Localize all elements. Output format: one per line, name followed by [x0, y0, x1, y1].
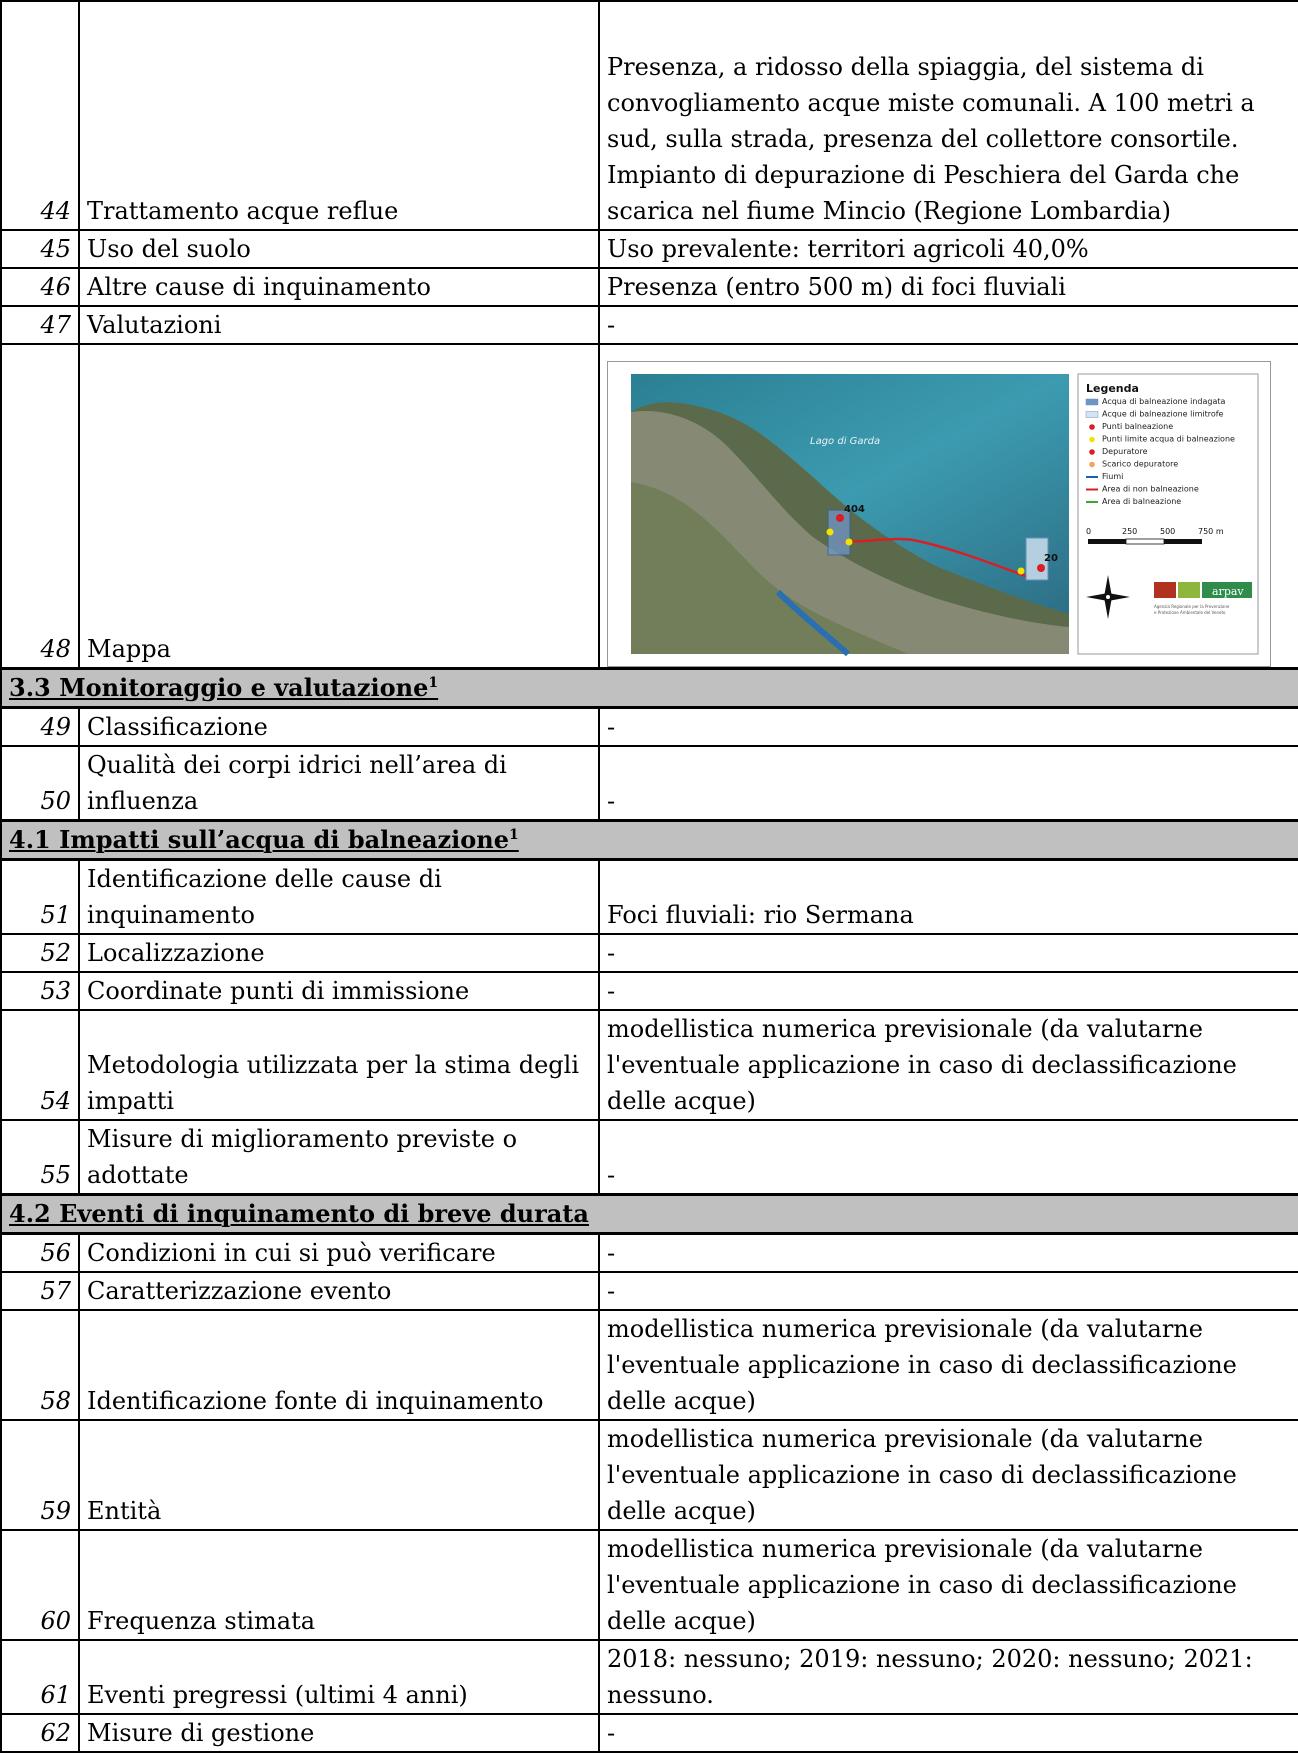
section-title [1, 820, 1298, 859]
row-label: Uso del suolo [79, 230, 599, 268]
table-row [1, 1233, 1298, 1272]
legend-swatch-dot-red-icon [1089, 424, 1095, 430]
section-title-text: 4.2 Eventi di inquinamento di breve durata [9, 1198, 589, 1228]
legend-item-label: Acque di balneazione limitrofe [1102, 409, 1224, 418]
row-label: Frequenza stimata [79, 1530, 599, 1640]
scale-label: 500 [1160, 526, 1176, 536]
map-cell [599, 344, 1298, 668]
lake-label: Lago di Garda [810, 435, 881, 447]
legend-item-label: Punti limite acqua di balneazione [1102, 434, 1235, 443]
row-value: - [599, 972, 1298, 1010]
scale-label: 750 m [1198, 526, 1224, 536]
row-label: Metodologia utilizzata per la stima degli impatti [79, 1010, 599, 1120]
section-header [1, 668, 1298, 707]
row-label: Qualità dei corpi idrici nell’area di influenza [79, 746, 599, 821]
table-row [1, 1120, 1298, 1195]
scale-label: 250 [1122, 526, 1138, 536]
limit-point [1018, 567, 1025, 574]
row-number: 53 [1, 972, 79, 1010]
row-label: Identificazione delle cause di inquinamento [79, 859, 599, 934]
row-number: 47 [1, 306, 79, 344]
row-label: Misure di gestione [79, 1714, 599, 1752]
row-number: 49 [1, 707, 79, 746]
row-value: Foci fluviali: rio Sermana [599, 859, 1298, 934]
row-label: Entità [79, 1420, 599, 1530]
footnote-marker: 1 [428, 674, 439, 691]
legend-item-label: Punti balneazione [1102, 421, 1174, 431]
row-number: 50 [1, 746, 79, 821]
section-header [1, 1194, 1298, 1233]
row-value: - [599, 707, 1298, 746]
table-row [1, 972, 1298, 1010]
legend-item-label: Depuratore [1102, 446, 1148, 456]
legend-item-label: Scarico depuratore [1102, 459, 1179, 468]
row-label: Localizzazione [79, 934, 599, 972]
table-row [1, 1310, 1298, 1420]
legend-swatch-dot-yellow-icon [1089, 436, 1095, 442]
row-label: Mappa [79, 344, 599, 668]
row-value: - [599, 1120, 1298, 1195]
table-row [1, 306, 1298, 344]
row-number: 57 [1, 1272, 79, 1310]
row-value: 2018: nessuno; 2019: nessuno; 2020: nessuno; 2021: nessuno. [599, 1640, 1298, 1714]
row-value: - [599, 746, 1298, 821]
legend-swatch-rect-lightblue-icon [1086, 411, 1098, 417]
footnote-marker: 1 [509, 826, 519, 843]
row-label: Misure di miglioramento previste o adottate [79, 1120, 599, 1195]
table-row [1, 1714, 1298, 1752]
table-row [1, 1272, 1298, 1310]
table-row [1, 268, 1298, 306]
row-label: Classificazione [79, 707, 599, 746]
row-label: Identificazione fonte di inquinamento [79, 1310, 599, 1420]
logo-caption: Agenzia Regionale per la Prevenzione [1154, 603, 1230, 609]
row-number: 56 [1, 1233, 79, 1272]
legend-item-label: Acqua di balneazione indagata [1102, 396, 1226, 406]
table-row [1, 707, 1298, 746]
map-image [607, 361, 1271, 667]
row-number: 51 [1, 859, 79, 934]
map-figure [608, 362, 1270, 666]
scale-label: 0 [1086, 526, 1092, 536]
section-title [1, 1194, 1298, 1233]
row-number: 45 [1, 230, 79, 268]
table-row [1, 934, 1298, 972]
table-row [1, 1, 1298, 230]
row-label: Condizioni in cui si può verificare [79, 1233, 599, 1272]
section-header [1, 820, 1298, 859]
legend-swatch-dot-orange-icon [1089, 461, 1095, 467]
row-value: - [599, 1272, 1298, 1310]
row-value: Uso prevalente: territori agricoli 40,0% [599, 230, 1298, 268]
row-value: modellistica numerica previsionale (da valutarne l'eventuale applicazione in caso di declassificazione delle acque) [599, 1530, 1298, 1640]
table-row [1, 1530, 1298, 1640]
row-number: 48 [1, 344, 79, 668]
row-value: - [599, 306, 1298, 344]
table-row [1, 230, 1298, 268]
row-value: modellistica numerica previsionale (da valutarne l'eventuale applicazione in caso di declassificazione delle acque) [599, 1310, 1298, 1420]
row-value: Presenza (entro 500 m) di foci fluviali [599, 268, 1298, 306]
limit-point [846, 538, 853, 545]
legend-title: Legenda [1086, 381, 1139, 395]
legend-item-label: Fiumi [1102, 471, 1124, 481]
row-value: - [599, 1714, 1298, 1752]
logo-caption: e Protezione Ambientale del Veneto [1154, 609, 1226, 615]
bathing-point-404 [836, 514, 844, 522]
logo-text: arpav [1212, 584, 1244, 598]
row-value: - [599, 1233, 1298, 1272]
row-number: 60 [1, 1530, 79, 1640]
row-value: modellistica numerica previsionale (da valutarne l'eventuale applicazione in caso di declassificazione delle acque) [599, 1420, 1298, 1530]
row-label: Eventi pregressi (ultimi 4 anni) [79, 1640, 599, 1714]
table-row [1, 746, 1298, 821]
legend-item-label: Area di non balneazione [1102, 484, 1199, 493]
table-row [1, 344, 1298, 668]
table-row [1, 859, 1298, 934]
row-number: 61 [1, 1640, 79, 1714]
row-number: 52 [1, 934, 79, 972]
section-title-text: 3.3 Monitoraggio e valutazione [9, 672, 429, 702]
row-number: 59 [1, 1420, 79, 1530]
row-number: 46 [1, 268, 79, 306]
table-row [1, 1420, 1298, 1530]
row-label: Caratterizzazione evento [79, 1272, 599, 1310]
row-value: modellistica numerica previsionale (da valutarne l'eventuale applicazione in caso di declassificazione delle acque) [599, 1010, 1298, 1120]
legend-item-label: Area di balneazione [1102, 496, 1182, 506]
row-label: Trattamento acque reflue [79, 1, 599, 230]
point-code: 404 [844, 503, 865, 515]
row-value: Presenza, a ridosso della spiaggia, del sistema di convogliamento acque miste comunali. A 100 metri a sud, sulla strada, presenza del collettore consortile. Impianto di depurazione di Peschiera del Garda che scarica nel fiume Mincio (Regione Lombardia) [599, 1, 1298, 230]
section-title-text: 4.1 Impatti sull’acqua di balneazione [9, 824, 510, 854]
bathing-point-20 [1037, 564, 1045, 572]
row-label: Valutazioni [79, 306, 599, 344]
row-value: - [599, 934, 1298, 972]
point-code: 20 [1044, 552, 1058, 564]
table-row [1, 1010, 1298, 1120]
row-number: 54 [1, 1010, 79, 1120]
limit-point [827, 528, 834, 535]
row-label: Coordinate punti di immissione [79, 972, 599, 1010]
row-label: Altre cause di inquinamento [79, 268, 599, 306]
table-row [1, 1640, 1298, 1714]
row-number: 62 [1, 1714, 79, 1752]
row-number: 44 [1, 1, 79, 230]
legend-swatch-rect-blue-icon [1086, 399, 1098, 405]
legend-swatch-dot-red-icon [1089, 449, 1095, 455]
row-number: 58 [1, 1310, 79, 1420]
section-title [1, 668, 1298, 707]
row-number: 55 [1, 1120, 79, 1195]
